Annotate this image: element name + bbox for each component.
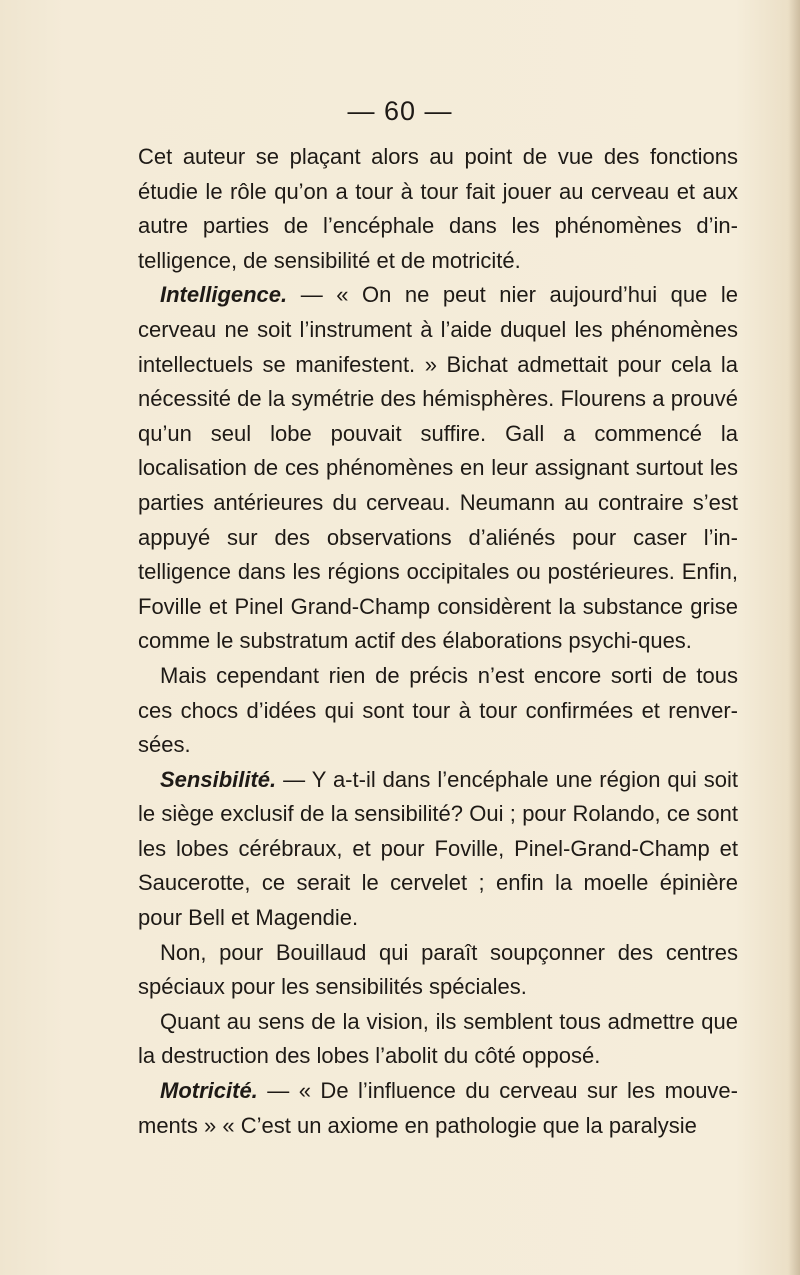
page-number: — 60 — <box>347 96 453 126</box>
paragraph-text: Cet auteur se plaçant alors au point de vue des fonctions étudie le rôle qu’on a tour à tour fait jouer au cerveau et aux autre parties de l’encéphale dans les phénomènes d’in-telligence, de sensibilité et de motricité. <box>138 144 738 273</box>
section-heading-sensibilite: Sensibilité. <box>160 766 277 792</box>
section-heading-intelligence: Intelligence. <box>160 282 288 308</box>
paragraph-text: Non, pour Bouillaud qui paraît soupçonner des centres spéciaux pour les sensibilités spéciales. <box>138 939 738 1000</box>
paragraph-text: — « On ne peut nier aujourd’hui que le cerveau ne soit l’instrument à l’aide duquel les phénomènes intellectuels se manifestent. » Bichat admettait pour cela la nécessité de la symétrie des hémisphères. Flourens a prouvé qu’un seul lobe pouvait suffire. Gall a commencé la localisation de ces phénomènes en leur assignant surtout les parties antérieures du cerveau. Neumann au contraire s’est appuyé sur des observations d’aliénés pour caser l’in-telligence dans les régions occipitales ou postérieures. Enfin, Foville et Pinel Grand-Champ considèrent la substance grise comme le substratum actif des élaborations psychi-ques. <box>138 282 738 654</box>
paragraph-vision <box>138 1005 738 1074</box>
section-heading-motricite: Motricité. <box>160 1078 258 1104</box>
paragraph-text: Mais cependant rien de précis n’est encore sorti de tous ces chocs d’idées qui sont tour à tour confirmées et renver-sées. <box>138 662 738 758</box>
paragraph-text: Quant au sens de la vision, ils semblent tous admettre que la destruction des lobes l’abolit du côté opposé. <box>138 1008 738 1069</box>
paragraph-bouillaud <box>138 936 738 1005</box>
paragraph-sensibilite <box>138 763 738 936</box>
paragraph-text: — « De l’influence du cerveau sur les mouve-ments » « C’est un axiome en pathologie que la paralysie <box>138 1078 738 1138</box>
paragraph-intro <box>138 140 738 278</box>
paragraph-mais <box>138 659 738 763</box>
paragraph-motricite <box>138 1074 738 1143</box>
body-text <box>138 140 738 1143</box>
paragraph-text: — Y a-t-il dans l’encéphale une région qui soit le siège exclusif de la sensibilité? Oui ; pour Rolando, ce sont les lobes cérébraux, et pour Foville, Pinel-Grand-Champ et Saucerotte, ce serait le cervelet ; enfin la moelle épinière pour Bell et Magendie. <box>138 766 738 931</box>
page-edge-shadow <box>788 0 800 1275</box>
paragraph-intelligence <box>138 278 738 659</box>
